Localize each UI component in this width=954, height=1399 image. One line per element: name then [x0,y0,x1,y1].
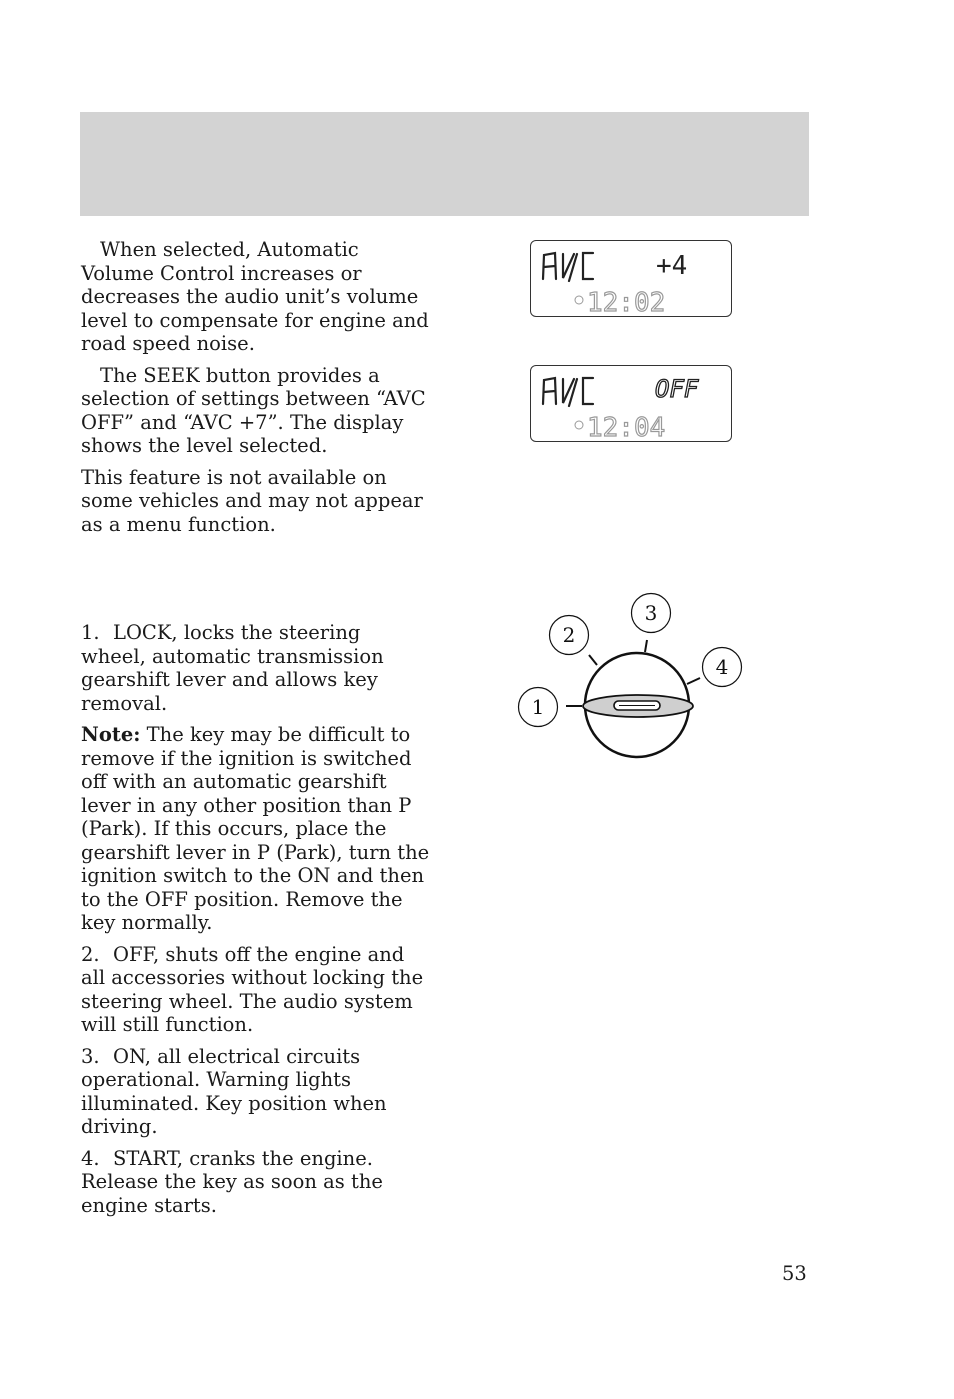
ignition-item-text: ON, all electrical circuits operational. Warning lights illuminated. Key position when driving. [81,1044,387,1138]
position-tick-3 [645,640,647,652]
lcd-avc-label [543,253,593,281]
avc-paragraph-2: The SEEK button provides a selection of settings between “AVC OFF” and “AVC +7”. The display shows the level selected. [81,363,426,457]
callout-3-label: 3 [644,601,658,625]
avc-display-2-graphic [531,366,731,441]
callout-2 [550,616,589,655]
ignition-text-column [81,621,431,1225]
page-number: 53 [782,1262,807,1285]
avc-paragraph-3: This feature is not available on some vehicles and may not appear as a menu function. [81,465,423,536]
position-tick-4 [687,678,700,684]
note-text: The key may be difficult to remove if the ignition is switched off with an automatic gearshift lever in any other position than P (Park). If this occurs, place the gearshift lever in P (Park), turn the ignition switch to the ON and then to the OFF position. Remove the key normally. [81,723,430,934]
ignition-item-text: START, cranks the engine. Release the key as soon as the engine starts. [81,1146,383,1217]
lcd-clock: 12:04 [587,413,666,441]
ignition-item-number: 3. [81,1044,100,1068]
ignition-item-number: 2. [81,942,100,966]
ignition-item-number: 1. [81,621,100,644]
lcd-clock: 12:02 [587,288,666,316]
ignition-item-number: 4. [81,1146,100,1170]
avc-display-2 [530,365,732,442]
avc-paragraph-1: When selected, Automatic Volume Control increases or decreases the audio unit’s volume level to compensate for engine and road speed noise. [81,238,429,355]
avc-text-column [81,238,431,544]
note-label: Note: [81,723,141,746]
clock-icon [575,421,583,429]
callout-2-label: 2 [562,623,576,647]
callout-1 [519,688,558,727]
clock-icon [575,296,583,304]
position-tick-2 [589,655,597,665]
header-band [80,112,809,216]
ignition-note [81,723,431,935]
ignition-item-3 [81,1045,431,1139]
callout-4 [703,648,742,687]
lcd-avc-value: OFF [655,375,699,403]
ignition-switch-graphic [510,588,755,763]
lcd-avc-value: +4 [656,251,688,281]
ignition-item-2 [81,943,431,1037]
callout-4-label: 4 [715,655,729,679]
avc-display-1-graphic [531,241,731,316]
callout-1-label: 1 [531,695,545,719]
ignition-item-text: OFF, shuts off the engine and all accessories without locking the steering wheel. The audio system will still function. [81,942,424,1036]
lcd-avc-label [543,378,593,406]
ignition-item-1 [81,621,431,715]
avc-display-1 [530,240,732,317]
ignition-item-text: LOCK, locks the steering wheel, automatic transmission gearshift lever and allows key removal. [81,621,384,715]
callout-3 [632,594,671,633]
ignition-diagram [510,588,755,767]
ignition-item-4 [81,1147,431,1218]
